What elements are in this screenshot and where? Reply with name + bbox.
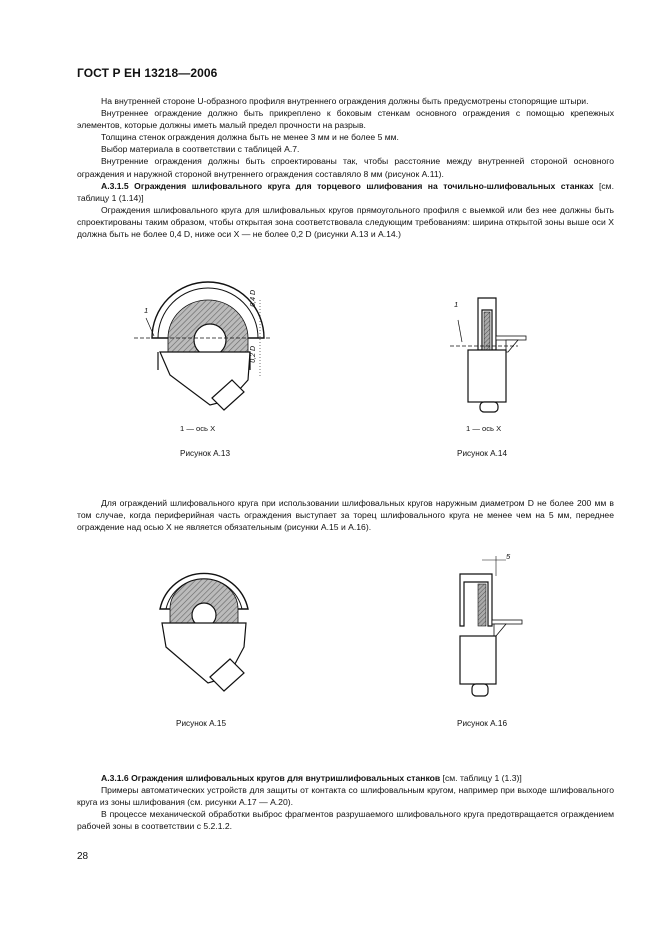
figure-a14-label-1: 1: [454, 300, 459, 309]
paragraph: Примеры автоматических устройств для защиты от контакта со шлифовальным кругом, например при выходе шлифовального круга из зоны шлифования (см. рисунки А.17 — А.20).: [77, 785, 614, 808]
section-heading-a315: [77, 180, 614, 204]
page-number: 28: [77, 851, 89, 862]
figure-a13-caption: Рисунок А.13: [180, 449, 230, 458]
paragraph: Ограждения шлифовального круга для шлифовальных кругов прямоугольного профиля с выемкой или без нее должны быть спроектированы таким образом, чтобы открытая зона соответствовала следующим требованиям: ширина открытой зоны выше оси X должна быть не более 0,4 D, ниже оси X — не более 0,2 D (рисунки А.13 и А.14.): [77, 204, 614, 240]
section-heading-ref: [см. таблицу 1 (1.14)]: [77, 180, 614, 203]
figure-a13: [130, 280, 280, 420]
figure-a14: [448, 290, 538, 420]
document-header: ГОСТ Р ЕН 13218—2006: [77, 66, 218, 80]
figure-a16: [444, 552, 534, 702]
figure-a13-label-1: 1: [144, 306, 149, 315]
paragraph: Толщина стенок ограждения должна быть не менее 3 мм и не более 5 мм.: [101, 132, 399, 143]
paragraph: В процессе механической обработки выброс фрагментов разрушаемого шлифовального круга предотвращается ограждением рабочей зоны в соответствии с 5.2.1.2.: [77, 809, 614, 832]
text-block-1: [77, 95, 614, 240]
section-heading-a316: [77, 772, 614, 784]
figure-a14-caption: Рисунок А.14: [457, 449, 507, 458]
paragraph: Выбор материала в соответствии с таблицей А.7.: [101, 144, 300, 155]
figure-a14-legend: 1 — ось X: [466, 424, 502, 433]
figure-a15-caption: Рисунок А.15: [176, 719, 226, 728]
section-heading-bold: А.3.1.5 Ограждения шлифовального круга для торцевого шлифования на точильно-шлифовальных станках: [101, 180, 594, 191]
paragraph: Внутреннее ограждение должно быть прикреплено к боковым стенкам основного ограждения с помощью крепежных элементов, которые должны иметь малый предел прочности на разрыв.: [77, 108, 614, 131]
figure-a15: [148, 565, 258, 705]
section-heading-ref: [см. таблицу 1 (1.3)]: [440, 773, 522, 783]
figure-a13-dim-top: 0,4 D: [250, 290, 257, 307]
figure-a13-dim-bottom: 0,2 D: [250, 346, 257, 363]
text-block-2: [77, 497, 614, 533]
paragraph: На внутренней стороне U-образного профиля внутреннего ограждения должны быть предусмотрены стопорящие штыри.: [101, 96, 589, 106]
paragraph: Для ограждений шлифовального круга при использовании шлифовальных кругов наружным диаметром D не более 200 мм в том случае, когда периферийная часть ограждения выступает за торец шлифовального круга не менее чем на 5 мм, переднее ограждение над осью X не является обязательным (рисунки А.15 и А.16).: [77, 498, 614, 533]
figure-a16-caption: Рисунок А.16: [457, 719, 507, 728]
section-heading-bold: А.3.1.6 Ограждения шлифовальных кругов для внутришлифовальных станков: [101, 773, 441, 783]
figure-a13-legend: 1 — ось X: [180, 424, 216, 433]
paragraph: Внутренние ограждения должны быть спроектированы так, чтобы расстояние между внутренней стороной основного ограждения и наружной стороной внутреннего ограждения составляло 8 мм (рисунок А.11).: [77, 156, 614, 179]
text-block-3: [77, 772, 614, 832]
figure-a16-dim: 5: [506, 552, 511, 561]
